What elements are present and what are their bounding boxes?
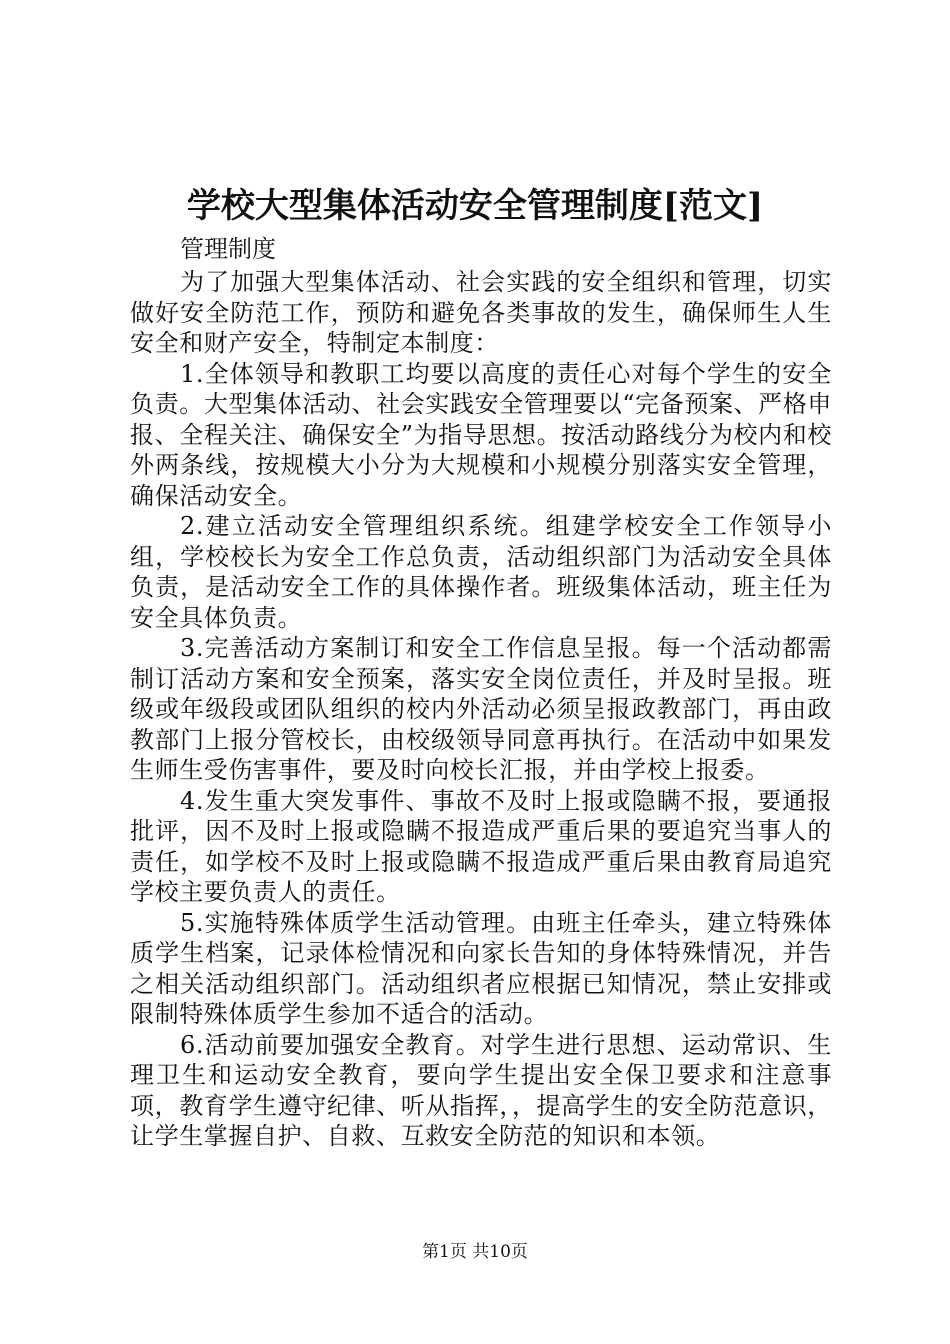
document-body [130, 233, 832, 1152]
document-subtitle: 管理制度 [180, 235, 276, 263]
paragraph-item-1: 1.全体领导和教职工均要以高度的责任心对每个学生的安全负责。大型集体活动、社会实践安全管理要以“完备预案、严格申报、全程关注、确保安全”为指导思想。按活动路线分为校内和校外两条线，按规模大小分为大规模和小规模分别落实安全管理，确保活动安全。 [130, 359, 832, 510]
paragraph-item-6: 6.活动前要加强安全教育。对学生进行思想、运动常识、生理卫生和运动安全教育，要向学生提出安全保卫要求和注意事项，教育学生遵守纪律、听从指挥，，提高学生的安全防范意识，让学生掌握自护、自救、互救安全防范的知识和本领。 [130, 1030, 832, 1150]
paragraph-item-3: 3.完善活动方案制订和安全工作信息呈报。每一个活动都需制订活动方案和安全预案，落实安全岗位责任，并及时呈报。班级或年级段或团队组织的校内外活动必须呈报政教部门，再由政教部门上报分管校长，由校级领导同意再执行。在活动中如果发生师生受伤害事件，要及时向校长汇报，并由学校上报委。 [130, 634, 832, 784]
paragraph-intro: 为了加强大型集体活动、社会实践的安全组织和管理，切实做好安全防范工作，预防和避免各类事故的发生，确保师生人生安全和财产安全，特制定本制度： [130, 268, 832, 357]
paragraph-item-2: 2.建立活动安全管理组织系统。组建学校安全工作领导小组，学校校长为安全工作总负责，活动组织部门为活动安全具体负责，是活动安全工作的具体操作者。班级集体活动，班主任为安全具体负责。 [130, 512, 832, 632]
page-title: 学校大型集体活动安全管理制度[范文] [186, 186, 764, 226]
paragraph-item-5: 5.实施特殊体质学生活动管理。由班主任牵头，建立特殊体质学生档案，记录体检情况和向家长告知的身体特殊情况，并告之相关活动组织部门。活动组织者应根据已知情况，禁止安排或限制特殊体质学生参加不适合的活动。 [130, 908, 832, 1028]
paragraph-item-4: 4.发生重大突发事件、事故不及时上报或隐瞒不报，要通报批评，因不及时上报或隐瞒不报造成严重后果的要追究当事人的责任，如学校不及时上报或隐瞒不报造成严重后果由教育局追究学校主要负责人的责任。 [130, 786, 832, 906]
page-number-footer: 第1页 共10页 [422, 1242, 528, 1262]
